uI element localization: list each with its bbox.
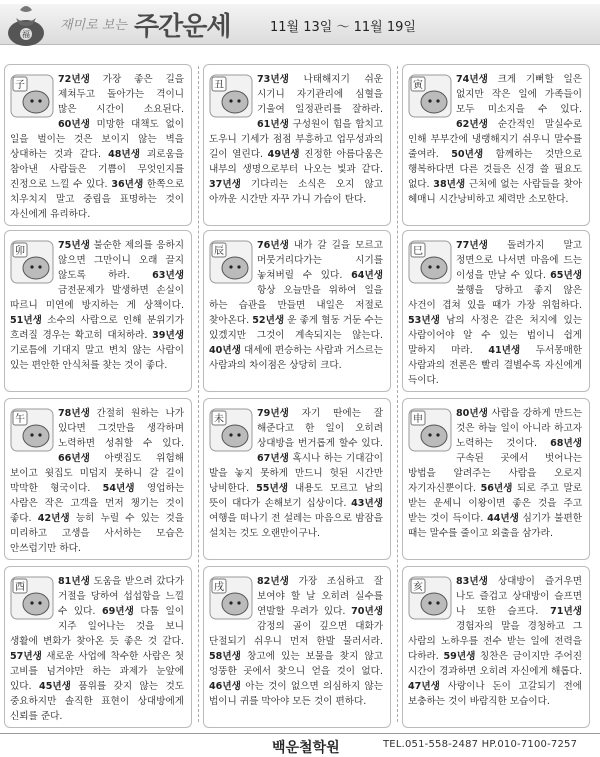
header-subtitle: 재미로 보는 — [60, 18, 127, 33]
fortune-text — [408, 574, 582, 709]
fortune-sentence: 경험자의 말을 경청하고 그 사람의 노하우를 전수 받는 일에 전력을 다하라. — [408, 621, 582, 662]
birth-year-label: 39년생 — [152, 330, 184, 341]
fortune-sentence: 감정의 골이 깊으면 대화가 단절되기 쉬우니 먼저 한발 물러서라. — [209, 621, 383, 647]
fortune-sentence: 진정한 아름다움은 내부의 생명으로부터 나오는 빛과 같다. — [209, 149, 383, 175]
birth-year-label: 66년생 — [58, 453, 90, 464]
fortune-cell-dog — [201, 564, 391, 728]
fortune-sentence: 다툼 일이 지주 일어나는 것을 보니 생활에 변화가 찾아온 듯 좋은 것 같다. — [10, 606, 185, 647]
svg-text:福: 福 — [22, 30, 30, 39]
birth-year-label: 77년생 — [456, 240, 488, 251]
fortune-sentence: 아랫집도 위험해 보이고 윗집도 미덥지 못하니 갈 길이 막막한 형국이다. — [10, 453, 184, 494]
fortune-sentence: 한쪽으로 치우치지 말고 중립을 표명하는 것이 자신에게 유리하다. — [10, 179, 185, 220]
birth-year-label: 75년생 — [58, 240, 90, 251]
zodiac-character: 申 — [413, 414, 423, 425]
lucky-bag-icon — [4, 0, 48, 48]
birth-year-label: 78년생 — [58, 408, 90, 419]
birth-year-label: 49년생 — [267, 149, 300, 160]
birth-year-label: 81년생 — [58, 576, 90, 587]
zodiac-character: 午 — [15, 414, 25, 425]
zodiac-character: 亥 — [413, 582, 423, 593]
fortune-sentence: 영업하는 사람은 작은 고객을 먼저 챙기는 것이 좋다. — [10, 483, 184, 524]
fortune-sentence: 여행을 떠나기 전 설레는 마음으로 밤잠을 설치는 것도 오랜만이구나. — [209, 513, 383, 539]
zodiac-character: 卯 — [15, 246, 25, 257]
footer-contact: TEL.051-558-2487 HP.010-7100-7257 — [383, 739, 578, 750]
birth-year-label: 48년생 — [108, 149, 140, 160]
fortune-cell-rabbit — [2, 228, 192, 392]
zodiac-character: 未 — [214, 414, 224, 425]
birth-year-label: 76년생 — [257, 240, 289, 251]
fortune-sentence: 운 좋게 협동 거둔 수는 있겠지만 그것이 계속되지는 않는다. — [209, 315, 383, 341]
fortune-text — [209, 574, 383, 709]
column-divider — [198, 66, 199, 722]
fortune-sentence: 간절히 원하는 나가 있다면 그것만을 생각하며 노력하면 성취할 수 있다. — [58, 408, 184, 449]
birth-year-label: 61년생 — [257, 119, 289, 130]
birth-year-label: 42년생 — [37, 513, 70, 524]
fortune-sentence: 미망한 대책도 없이 일을 벌이는 것은 보이지 않는 벽을 상대하는 것과 같다. — [10, 119, 184, 160]
fortune-cell-snake — [400, 228, 590, 392]
fortune-sentence: 도움을 받으려 갔다가 거절을 당하여 섭섭함을 느낄 수 있다. — [58, 576, 184, 617]
birth-year-label: 58년생 — [209, 651, 241, 662]
date-range: 11월 13일 ～ 11월 19일 — [270, 20, 416, 35]
fortune-text — [10, 238, 184, 373]
fortune-sentence: 항상 오늘만을 위하여 일을 하는 습관을 만들면 내일은 저절로 찾아온다. — [209, 285, 383, 326]
fortune-sentence: 심기가 불편한 때는 말수를 줄이고 외출을 삼가라. — [408, 513, 582, 539]
fortune-sentence: 구속된 곳에서 벗어나는 방법을 알려주는 사람을 오로지 자기자신뿐이다. — [408, 453, 582, 494]
fortune-sentence: 두서몽매한 사람과의 전론은 빨리 결별수록 자신에게 득이다. — [408, 345, 582, 386]
fortune-text — [408, 406, 582, 541]
zodiac-character: 酉 — [15, 582, 25, 593]
birth-year-label: 40년생 — [209, 345, 241, 356]
fortune-cell-monkey — [400, 396, 590, 560]
birth-year-label: 37년생 — [209, 179, 241, 190]
fortune-text — [408, 72, 582, 207]
birth-year-label: 43년생 — [351, 498, 383, 509]
zodiac-character: 丑 — [214, 80, 224, 91]
fortune-cell-sheep — [201, 396, 391, 560]
birth-year-label: 65년생 — [550, 270, 582, 281]
fortune-sentence: 혹시나 하는 기대감이 발을 놓지 못하게 만드니 헛된 시간만 낭비한다. — [209, 453, 383, 494]
fortune-sentence: 대세에 편승하는 사람과 거스르는 사람과의 차이점은 상당히 크다. — [209, 345, 383, 371]
fortune-sentence: 돌려가지 말고 정면으로 나서면 마음에 드는 이성을 만날 수 있다. — [456, 240, 582, 281]
fortune-text — [10, 406, 184, 556]
fortune-sentence: 남의 사정은 같은 처지에 있는 사람이어야 알 수 있는 법이니 쉽게 말하지 마라. — [408, 315, 582, 356]
birth-year-label: 82년생 — [257, 576, 289, 587]
fortune-text — [408, 238, 582, 388]
birth-year-label: 57년생 — [10, 651, 42, 662]
zodiac-character: 戌 — [214, 582, 224, 593]
column-divider — [397, 66, 398, 722]
fortune-sentence: 사랑이나 돈이 고갈되기 전에 보충하는 것이 바람직한 모습이다. — [408, 681, 582, 707]
fortune-cell-horse — [2, 396, 192, 560]
fortune-sentence: 금전문제가 발생하면 손실이 따르니 미연에 방지하는 게 상책이다. — [10, 285, 184, 311]
fortune-sentence: 자기 딴에는 잘 해준다고 한 일이 오히려 상대방을 번거롭게 할수 있다. — [257, 408, 383, 449]
birth-year-label: 52년생 — [252, 315, 285, 326]
fortune-sentence: 순간적인 말실수로 인해 부부간에 냉랭해지기 쉬우니 말수를 줄여라. — [408, 119, 582, 160]
footer — [0, 733, 600, 757]
birth-year-label: 68년생 — [550, 438, 582, 449]
fortune-sentence: 되로 주고 말로 받는 운세니 이왕이면 좋은 것을 주고 받는 것이 득이다. — [408, 483, 582, 524]
birth-year-label: 74년생 — [456, 74, 488, 85]
fortune-sentence: 소수의 사람으로 인해 분위기가 흐려질 경우는 확고히 대처하라. — [10, 315, 184, 341]
fortune-sentence: 사람을 강하게 만드는 것은 하늘 일이 아니라 하고자 노력하는 것이다. — [456, 408, 582, 449]
fortune-sentence: 창고에 있는 보물을 찾지 않고 엉뚱한 곳에서 찾으니 얻을 것이 없다. — [209, 651, 383, 677]
birth-year-label: 47년생 — [408, 681, 440, 692]
fortune-sentence: 가장 조심하고 잘 보여야 할 날 오히려 실수를 연발할 우려가 있다. — [257, 576, 383, 617]
birth-year-label: 79년생 — [257, 408, 289, 419]
birth-year-label: 44년생 — [487, 513, 519, 524]
fortune-sentence: 크게 기뻐할 일은 없지만 작은 일에 가족들이 모두 미소지을 수 있다. — [456, 74, 582, 115]
birth-year-label: 36년생 — [111, 179, 144, 190]
birth-year-label: 80년생 — [456, 408, 488, 419]
fortune-sentence: 능히 누릴 수 있는 것을 미리하고 고생을 사서하는 모습은 안쓰럽기만 하다. — [10, 513, 185, 554]
birth-year-label: 50년생 — [451, 149, 484, 160]
fortune-cell-ox — [201, 62, 391, 226]
fortune-sentence: 새로운 사업에 착수한 사람은 첫 고비를 넘겨야만 하는 과제가 눈앞에 있다. — [10, 651, 184, 692]
birth-year-label: 46년생 — [209, 681, 241, 692]
fortune-cell-pig — [400, 564, 590, 728]
birth-year-label: 69년생 — [101, 606, 134, 617]
fortune-cell-dragon — [201, 228, 391, 392]
fortune-text — [10, 574, 184, 724]
birth-year-label: 56년생 — [480, 483, 513, 494]
fortune-sentence: 구성원이 힘을 합치고 도우니 기세가 점점 부흥하고 업무성과의 길이 열린다. — [209, 119, 383, 160]
birth-year-label: 70년생 — [351, 606, 383, 617]
fortune-cell-rooster — [2, 564, 192, 728]
header — [0, 0, 600, 52]
birth-year-label: 73년생 — [257, 74, 289, 85]
fortune-sentence: 불순한 제의를 응하지 않으면 그만이니 오래 끌지 않도록 하라. — [58, 240, 184, 281]
fortune-sentence: 칭찬은 금이지만 주어진 시간이 경과하면 오히려 자신에게 해롭다. — [408, 651, 582, 677]
birth-year-label: 83년생 — [456, 576, 488, 587]
fortune-sentence: 기로틈에 기대지 말고 변치 않는 사람이 있는 편안한 안식처를 찾는 것이 좋다. — [10, 345, 184, 371]
fortune-text — [10, 72, 184, 222]
fortune-text — [209, 238, 383, 373]
fortune-sentence: 상대방이 즐거우면 나도 즐겁고 상대방이 슬프면 나 또한 슬프다. — [456, 576, 582, 617]
fortune-sentence: 불행을 당하고 좋지 않은 사건이 겹쳐 있을 때가 가장 위험하다. — [408, 285, 582, 311]
fortune-sentence: 내용도 모르고 남의 뜻이 대다가 손해보기 십상이다. — [209, 483, 384, 509]
fortune-sentence: 기다리는 소식은 오지 않고 아까운 시간만 자꾸 가니 가슴이 탄다. — [209, 179, 383, 205]
birth-year-label: 72년생 — [58, 74, 90, 85]
zodiac-character: 寅 — [413, 80, 423, 91]
page-title: 주간운세 — [134, 12, 231, 42]
fortune-sentence: 괴로움을 참아낸 사람들은 기쁨이 무엇인지를 진정으로 느낄 수 있다. — [10, 149, 184, 190]
fortune-sentence: 가장 좋은 길을 제쳐두고 돌아가는 격이니 많은 시간이 소요된다. — [58, 74, 184, 115]
fortune-sentence: 품위를 갖지 않는 것도 중요하지만 솔직한 표현이 상대방에게 신뢰를 준다. — [10, 681, 184, 722]
fortune-sentence: 근처에 없는 사람들을 찾아 헤매니 시간낭비하고 체력만 소모한다. — [408, 179, 582, 205]
fortune-sentence: 나태해지기 쉬운 시기니 자기관리에 심혈을 기울여 일정관리를 잘하라. — [257, 74, 383, 115]
fortune-text — [209, 406, 383, 541]
fortune-cell-tiger — [400, 62, 590, 226]
zodiac-character: 子 — [15, 80, 25, 91]
birth-year-label: 63년생 — [152, 270, 184, 281]
birth-year-label: 67년생 — [257, 453, 289, 464]
birth-year-label: 51년생 — [10, 315, 42, 326]
birth-year-label: 62년생 — [456, 119, 488, 130]
fortune-sentence: 내가 갈 길을 모르고 머뭇거리다가는 시기를 놓쳐버릴 수 있다. — [257, 240, 383, 281]
birth-year-label: 38년생 — [433, 179, 466, 190]
fortune-sentence: 아는 것이 없으면 의심하지 않는 법이니 귀를 막아야 모든 것이 편하다. — [209, 681, 383, 707]
birth-year-label: 54년생 — [102, 483, 135, 494]
birth-year-label: 41년생 — [488, 345, 521, 356]
fortune-cell-rat — [2, 62, 192, 226]
birth-year-label: 64년생 — [351, 270, 383, 281]
zodiac-character: 巳 — [413, 246, 423, 257]
fortune-text — [209, 72, 383, 207]
birth-year-label: 60년생 — [58, 119, 90, 130]
birth-year-label: 55년생 — [256, 483, 288, 494]
birth-year-label: 53년생 — [408, 315, 440, 326]
birth-year-label: 45년생 — [39, 681, 71, 692]
birth-year-label: 71년생 — [550, 606, 582, 617]
birth-year-label: 59년생 — [443, 651, 476, 662]
footer-rule — [0, 733, 600, 734]
footer-brand: 백운철학원 — [272, 740, 340, 756]
fortune-sentence: 함께하는 것만으로 행복하다면 다른 것들은 신경 쓸 필요도 없다. — [408, 149, 582, 190]
fortune-grid — [2, 60, 598, 728]
zodiac-character: 辰 — [214, 246, 224, 257]
